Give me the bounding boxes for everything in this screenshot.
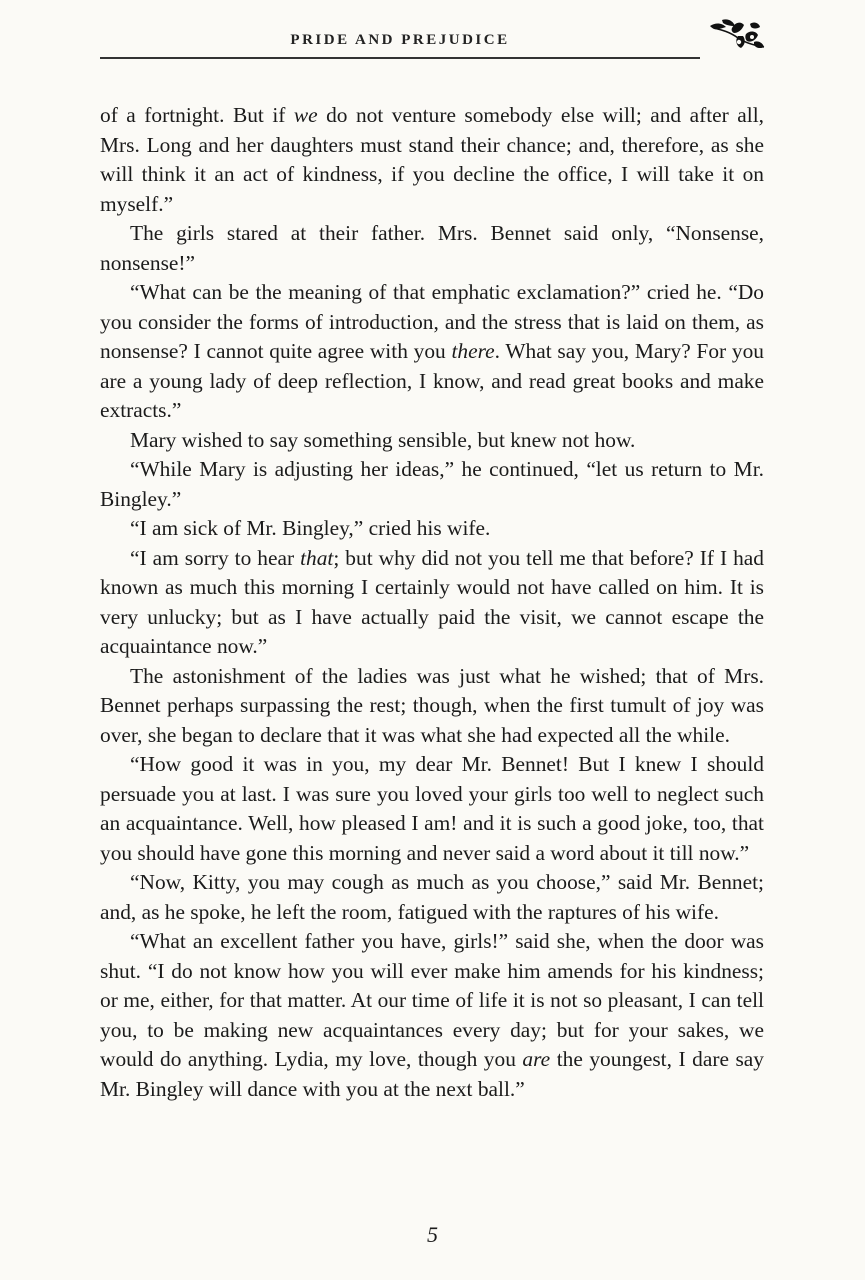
paragraph — [100, 750, 764, 868]
italic-emphasis: that — [300, 545, 334, 570]
text-run: the youngest, I dare say Mr. Bingley will dance with you at the next ball.” — [100, 1047, 764, 1101]
text-run: “What an excellent father you have, girls!” said she, when the door was shut. “I do not know how you will ever make him amends for his kindness; or me, either, for that matter. At our time of life it is not so pleasant, I can tell you, to be making new acquaintances every day; but for your sakes, we would do anything. Lydia, my love, though you — [100, 929, 764, 1071]
chapter-text — [100, 101, 764, 1104]
running-title: PRIDE AND PREJUDICE — [290, 32, 510, 48]
text-run: “How good it was in you, my dear Mr. Bennet! But I knew I should persuade you at last. I was sure you loved your girls too well to neglect such an acquaintance. Well, how pleased I am! and it is such a good joke, too, that you should have gone this morning and never said a word about it till now.” — [100, 752, 764, 865]
text-run: The astonishment of the ladies was just what he wished; that of Mrs. Bennet perhaps surpassing the rest; though, when the first tumult of joy was over, she began to declare that it was what she had expected all the while. — [100, 663, 764, 747]
running-head — [100, 30, 700, 58]
text-run: “I am sorry to hear — [130, 545, 301, 570]
italic-emphasis: we — [293, 103, 318, 127]
text-run: The girls stared at their father. Mrs. Bennet said only, “Nonsense, nonsense!” — [100, 221, 764, 275]
paragraph — [100, 455, 764, 514]
text-run: “Now, Kitty, you may cough as much as you choose,” said Mr. Bennet; and, as he spoke, he left the room, fatigued with the raptures of his wife. — [100, 870, 764, 924]
paragraph — [100, 219, 764, 278]
paragraph — [100, 927, 764, 1104]
text-run: of a fortnight. But if — [100, 103, 294, 127]
floral-ornament-icon — [708, 16, 770, 52]
paragraph — [100, 426, 764, 456]
paragraph — [100, 662, 764, 751]
text-run: Mary wished to say something sensible, but knew not how. — [130, 427, 636, 452]
italic-emphasis: are — [522, 1047, 551, 1071]
text-run: “While Mary is adjusting her ideas,” he continued, “let us return to Mr. Bingley.” — [100, 457, 764, 511]
text-run: . What say you, Mary? For you are a young lady of deep reflection, I know, and read great books and make extracts.” — [100, 339, 764, 422]
italic-emphasis: there — [451, 339, 495, 363]
paragraph — [100, 544, 764, 662]
paragraph — [100, 868, 764, 927]
text-run: ; but why did not you tell me that before? If I had known as much this morning I certainly would not have called on him. It is very unlucky; but as I have actually paid the visit, we cannot escape the acquaintance now.” — [100, 545, 764, 658]
text-run: “I am sick of Mr. Bingley,” cried his wife. — [130, 516, 491, 540]
paragraph — [100, 514, 764, 544]
page-number: 5 — [427, 1222, 438, 1247]
text-run: “What can be the meaning of that emphatic exclamation?” cried he. “Do you consider the forms of introduction, and the stress that is laid on them, as nonsense? I cannot quite agree with you — [100, 280, 764, 363]
paragraph — [100, 101, 764, 219]
header-rule — [100, 57, 700, 59]
paragraph — [100, 278, 764, 426]
text-run: do not venture somebody else will; and after all, Mrs. Long and her daughters must stand their chance; and, therefore, as she will think it an act of kindness, if you decline the office, I will take it on myself.” — [100, 103, 764, 216]
